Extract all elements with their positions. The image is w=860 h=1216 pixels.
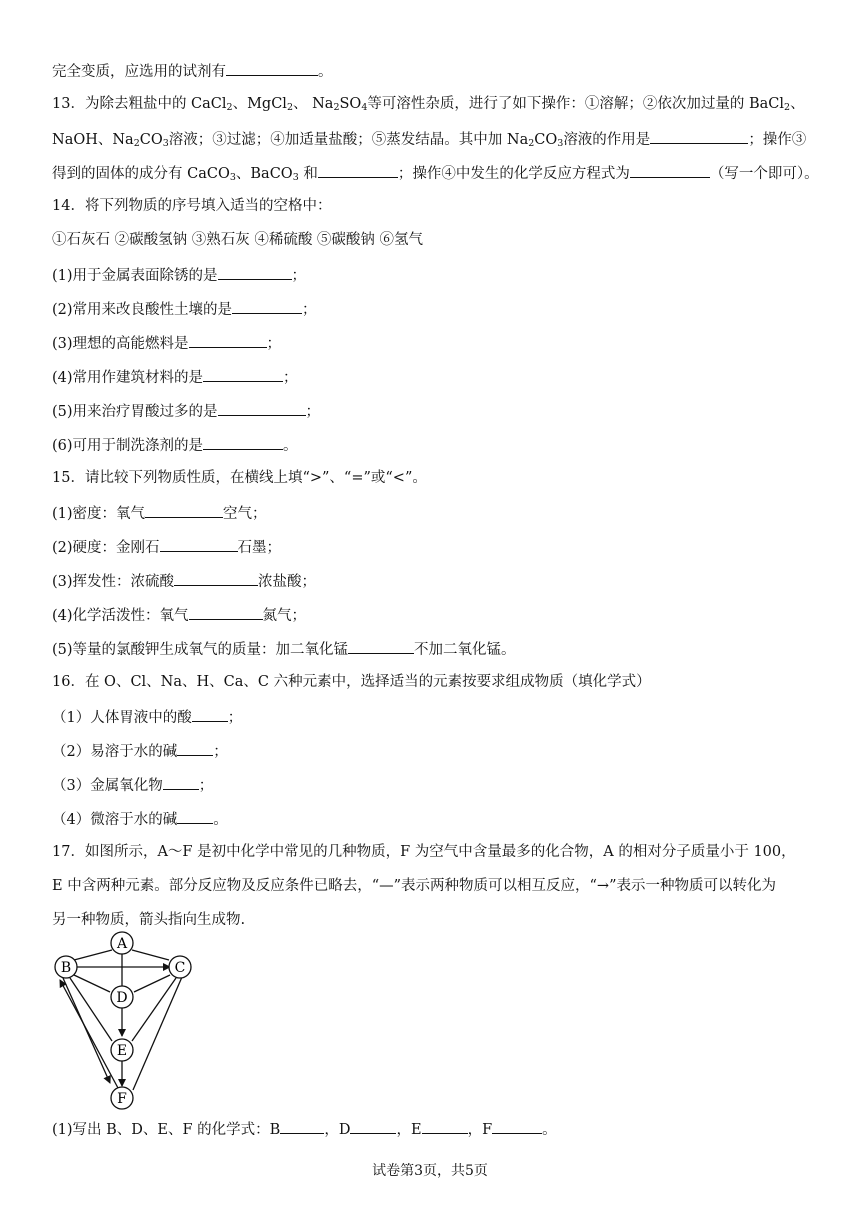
node-a <box>111 932 133 954</box>
answer-blank[interactable] <box>203 366 283 382</box>
answer-blank[interactable] <box>350 1118 396 1134</box>
q17-line1: 17．如图所示，A～F 是初中化学中常见的几种物质，F 为空气中含量最多的化合物，A 的相对分子质量小于 100， <box>52 844 796 860</box>
node-c <box>169 956 191 978</box>
answer-blank[interactable] <box>160 536 238 552</box>
q13-line3: 得到的固体的成分有 CaCO$_3$、BaCO$_3$ 和 ；操作④中发生的化学反应方程式为 （写一个即可）。 <box>52 162 820 184</box>
q16-title: 16．在 O、Cl、Na、H、Ca、C 六种元素中，选择适当的元素按要求组成物质（填化学式） <box>52 674 651 690</box>
q15-item: (2)硬度：金刚石 石墨； <box>52 536 820 558</box>
q16-item: （4）微溶于水的碱 。 <box>52 808 820 830</box>
answer-blank[interactable] <box>163 774 199 790</box>
q17-sub1: (1)写出 B、D、E、F 的化学式：B ，D ，E ，F 。 <box>52 1118 820 1140</box>
node-b <box>55 956 77 978</box>
q16-item: （2）易溶于水的碱 ； <box>52 740 820 762</box>
q14-item: (6)可用于制洗涤剂的是 。 <box>52 434 820 456</box>
answer-blank[interactable] <box>232 298 302 314</box>
answer-blank[interactable] <box>189 332 267 348</box>
q15-title: 15．请比较下列物质性质，在横线上填“>”、“=”或“<”。 <box>52 470 427 486</box>
svg-text:E: E <box>116 1043 128 1059</box>
page-footer: 试卷第3页，共5页 <box>372 1163 488 1179</box>
answer-blank[interactable] <box>226 60 318 76</box>
node-d <box>111 986 133 1008</box>
q15-item: (3)挥发性：浓硫酸 浓盐酸； <box>52 570 820 592</box>
answer-blank[interactable] <box>174 570 258 586</box>
q15-item: (4)化学活泼性：氧气 氮气； <box>52 604 820 626</box>
svg-text:A: A <box>116 936 128 952</box>
q14-item: (2)常用来改良酸性土壤的是 ； <box>52 298 820 320</box>
answer-blank[interactable] <box>318 162 398 178</box>
answer-blank[interactable] <box>348 638 414 654</box>
q14-item: (4)常用作建筑材料的是 ； <box>52 366 820 388</box>
answer-blank[interactable] <box>422 1118 468 1134</box>
svg-text:B: B <box>60 960 72 976</box>
q13-line1: 13．为除去粗盐中的 CaCl$_2$、MgCl$_2$、 $Na_2SO_4$等可溶性杂质，进行了如下操作：①溶解；②依次加过量的 BaCl$_2$、 <box>52 96 805 113</box>
answer-blank[interactable] <box>192 706 228 722</box>
answer-blank[interactable] <box>189 604 263 620</box>
answer-blank[interactable] <box>650 128 748 144</box>
node-e <box>111 1039 133 1061</box>
answer-blank[interactable] <box>177 808 213 824</box>
q13-line2: NaOH、$Na_2CO_3$溶液；③过滤；④加适量盐酸；⑤蒸发结晶。其中加 $Na_2CO_3$溶液的作用是 ；操作③ <box>52 128 820 150</box>
q14-options: ①石灰石 ②碳酸氢钠 ③熟石灰 ④稀硫酸 ⑤碳酸钠 ⑥氢气 <box>52 232 424 248</box>
q17-line2: E 中含两种元素。部分反应物及反应条件已略去，“—”表示两种物质可以相互反应，“→”表示一种物质可以转化为 <box>52 878 776 894</box>
answer-blank[interactable] <box>492 1118 542 1134</box>
answer-blank[interactable] <box>203 434 283 450</box>
q14-item: (1)用于金属表面除锈的是 ； <box>52 264 820 286</box>
q15-item: (5)等量的氯酸钾生成氧气的质量：加二氧化锰 不加二氧化锰。 <box>52 638 820 660</box>
answer-blank[interactable] <box>145 502 223 518</box>
q16-item: （3）金属氧化物 ； <box>52 774 820 796</box>
q14-item: (5)用来治疗胃酸过多的是 ； <box>52 400 820 422</box>
node-f <box>111 1087 133 1109</box>
answer-blank[interactable] <box>177 740 213 756</box>
svg-text:C: C <box>174 960 186 976</box>
answer-blank[interactable] <box>280 1118 324 1134</box>
q12-tail: 完全变质，应选用的试剂有 。 <box>52 60 820 82</box>
svg-text:D: D <box>116 990 128 1006</box>
q14-title: 14．将下列物质的序号填入适当的空格中： <box>52 198 332 214</box>
q15-item: (1)密度：氧气 空气； <box>52 502 820 524</box>
svg-text:F: F <box>117 1091 127 1107</box>
q16-item: （1）人体胃液中的酸 ； <box>52 706 820 728</box>
answer-blank[interactable] <box>218 400 306 416</box>
q14-item: (3)理想的高能燃料是 ； <box>52 332 820 354</box>
q17-line3: 另一种物质，箭头指向生成物. <box>52 912 246 928</box>
answer-blank[interactable] <box>630 162 710 178</box>
q17-diagram <box>40 920 210 1120</box>
answer-blank[interactable] <box>218 264 292 280</box>
